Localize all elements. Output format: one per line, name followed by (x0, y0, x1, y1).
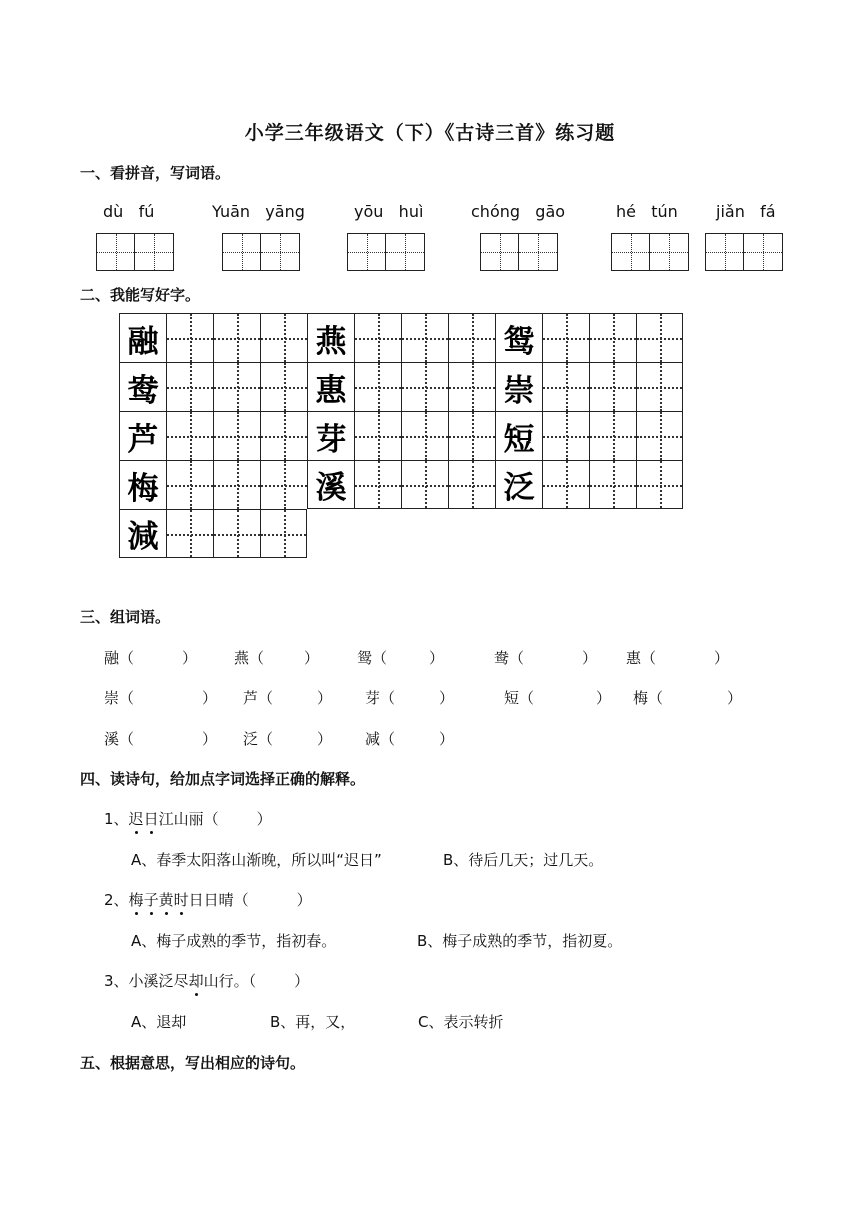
section-5-heading: 五、根据意思，写出相应的诗句。 (80, 1054, 306, 1072)
word-item: 燕（ ） (234, 649, 320, 667)
word-item: 芦（ ） (243, 689, 333, 707)
word-item: 鸯（ ） (494, 649, 598, 667)
word-item: 泛（ ） (243, 730, 333, 748)
question-2-option-b: B、梅子成熟的季节，指初夏。 (417, 932, 623, 950)
practice-grid (119, 313, 683, 558)
pinyin-4: chóng gāo (471, 202, 566, 221)
answer-box-5[interactable] (611, 233, 689, 271)
answer-box-2[interactable] (222, 233, 300, 271)
answer-box-4[interactable] (480, 233, 558, 271)
question-1-option-a: A、春季太阳落山渐晚，所以叫“迟日” (131, 851, 382, 869)
question-3: 3、小溪泛尽却山行。（ ） (104, 972, 310, 990)
practice-char-cell: 芦 (119, 411, 166, 460)
practice-char-cell: 短 (495, 411, 542, 460)
question-1-option-b: B、待后几天；过几天。 (443, 851, 604, 869)
section-1-heading: 一、看拼音，写词语。 (80, 164, 231, 182)
word-item: 融（ ） (104, 649, 198, 667)
practice-char-cell: 惠 (307, 362, 354, 411)
pinyin-6: jiǎn fá (716, 202, 776, 221)
page-title: 小学三年级语文（下）《古诗三首》练习题 (244, 122, 616, 144)
section-3-heading: 三、组词语。 (80, 608, 171, 626)
section-4-heading: 四、读诗句，给加点字词选择正确的解释。 (80, 770, 366, 788)
word-item: 溪（ ） (104, 730, 218, 748)
word-item: 鸳（ ） (357, 649, 445, 667)
word-item: 梅（ ） (633, 689, 743, 707)
word-item: 崇（ ） (104, 689, 218, 707)
pinyin-3: yōu huì (354, 202, 424, 221)
word-item: 芽（ ） (365, 689, 455, 707)
answer-box-1[interactable] (96, 233, 174, 271)
answer-box-6[interactable] (705, 233, 783, 271)
word-item: 减（ ） (365, 730, 455, 748)
practice-char-cell: 芽 (307, 411, 354, 460)
practice-char-cell: 燕 (307, 313, 354, 362)
practice-char-cell: 融 (119, 313, 166, 362)
section-2-heading: 二、我能写好字。 (80, 286, 201, 304)
word-item: 惠（ ） (626, 649, 730, 667)
practice-char-cell: 減 (119, 509, 166, 558)
practice-char-cell: 鸯 (119, 362, 166, 411)
question-3-option-b: B、再，又， (270, 1013, 356, 1031)
pinyin-1: dù fú (103, 202, 155, 221)
word-item: 短（ ） (504, 689, 612, 707)
question-3-option-a: A、退却 (131, 1013, 187, 1031)
practice-char-cell: 鸳 (495, 313, 542, 362)
question-2: 2、梅子黄时日日晴（ ） (104, 891, 312, 909)
question-1: 1、迟日江山丽（ ） (104, 810, 272, 828)
practice-char-cell: 崇 (495, 362, 542, 411)
practice-char-cell: 泛 (495, 460, 542, 509)
practice-char-cell: 溪 (307, 460, 354, 509)
practice-char-cell: 梅 (119, 460, 166, 509)
question-3-option-c: C、表示转折 (418, 1013, 504, 1031)
answer-box-3[interactable] (347, 233, 425, 271)
question-2-option-a: A、梅子成熟的季节，指初春。 (131, 932, 337, 950)
pinyin-2: Yuān yāng (212, 202, 305, 221)
pinyin-5: hé tún (616, 202, 678, 221)
